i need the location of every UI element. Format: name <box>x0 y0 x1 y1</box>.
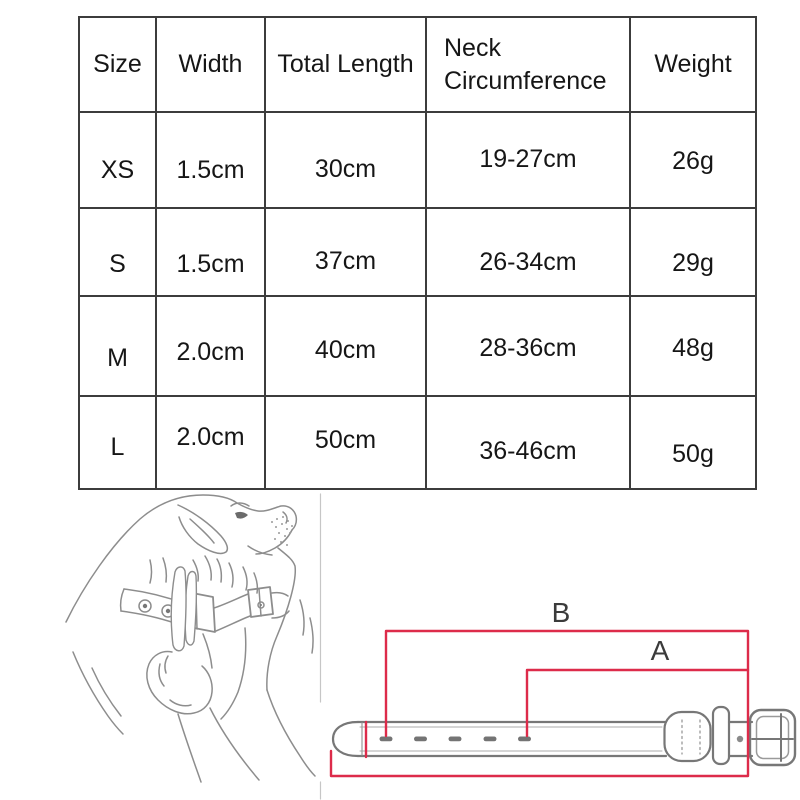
column-header-weight <box>630 17 756 112</box>
cell-value: 2.0cm <box>176 337 245 366</box>
dog-shoulder-line <box>73 652 123 734</box>
cell-value: M <box>107 343 128 372</box>
header-row <box>79 17 756 112</box>
column-header-width <box>156 17 265 112</box>
size-cell <box>79 296 156 396</box>
collar-strap <box>333 722 752 756</box>
dog-neck-front-line <box>221 628 246 719</box>
size-cell <box>79 396 156 489</box>
size-row-m <box>79 296 756 396</box>
measure-line-a <box>527 670 748 736</box>
measurement-lines <box>331 631 748 776</box>
total-length-cell <box>265 296 426 396</box>
cell-value: 2.0cm <box>176 423 245 451</box>
dog-whisker-dots <box>271 516 293 546</box>
dog-shoulder-line-2 <box>92 668 121 716</box>
width-cell <box>156 296 265 396</box>
neck-circumference-cell <box>426 296 630 396</box>
cell-value: 36-46cm <box>479 437 577 465</box>
header-text: Weight <box>654 50 732 78</box>
header-text: Total Length <box>277 50 414 78</box>
cell-value: 1.5cm <box>176 155 245 184</box>
header-text: Width <box>178 50 243 78</box>
weight-cell <box>630 208 756 296</box>
size-cell <box>79 112 156 208</box>
cell-value: 50cm <box>314 426 377 454</box>
cell-value: 37cm <box>314 246 377 275</box>
width-cell <box>156 396 265 489</box>
dog-collar-fit-illustration <box>60 490 325 800</box>
header-text: Size <box>93 50 142 78</box>
total-length-cell <box>265 112 426 208</box>
cell-value: 30cm <box>314 154 377 183</box>
cell-value: 26g <box>672 146 714 175</box>
header-text: Neck Circumference <box>444 33 607 95</box>
weight-cell <box>630 112 756 208</box>
size-row-s <box>79 208 756 296</box>
collar-hardware <box>665 707 796 765</box>
cell-value: L <box>110 433 125 461</box>
cell-value: 29g <box>672 248 714 277</box>
dog-chest-line <box>267 690 315 776</box>
column-header-total-length <box>265 17 426 112</box>
dog-head-outline <box>66 495 237 622</box>
column-header-neck-circumference <box>426 17 630 112</box>
column-header-size <box>79 17 156 112</box>
size-cell <box>79 208 156 296</box>
cell-value: 28-36cm <box>479 333 577 362</box>
dog-jaw-neck-line <box>267 548 295 690</box>
measurement-label-b: B <box>551 597 571 628</box>
rivet <box>737 736 743 742</box>
weight-cell <box>630 296 756 396</box>
dog-eye <box>235 512 248 519</box>
two-fingers <box>171 567 196 651</box>
hand <box>147 634 259 782</box>
measurement-label-a: A <box>650 635 670 666</box>
neck-circumference-cell <box>426 396 630 489</box>
size-row-l <box>79 396 756 489</box>
measure-line-b-and-total <box>331 631 748 776</box>
keeper-loop <box>665 712 711 761</box>
cell-value: 26-34cm <box>479 247 577 276</box>
collar-size-holes <box>380 737 532 742</box>
cell-value: 1.5cm <box>176 249 245 278</box>
keeper-band <box>713 707 729 764</box>
size-table <box>78 16 757 490</box>
width-cell <box>156 112 265 208</box>
dog-collar-band <box>121 587 289 632</box>
collar-measurement-diagram <box>315 550 800 800</box>
cell-value: S <box>109 249 126 278</box>
total-length-cell <box>265 396 426 489</box>
cell-value: 50g <box>672 440 714 468</box>
cell-value: XS <box>100 155 135 184</box>
width-cell <box>156 208 265 296</box>
neck-circumference-cell <box>426 208 630 296</box>
dog-ear <box>178 505 227 553</box>
cell-value: 48g <box>672 333 714 362</box>
cell-value: 19-27cm <box>479 144 577 173</box>
cell-value: 40cm <box>314 335 377 364</box>
weight-cell <box>630 396 756 489</box>
total-length-cell <box>265 208 426 296</box>
neck-circumference-cell <box>426 112 630 208</box>
size-row-xs <box>79 112 756 208</box>
collar-tip <box>333 722 358 756</box>
dog-nose-underside <box>256 530 292 554</box>
